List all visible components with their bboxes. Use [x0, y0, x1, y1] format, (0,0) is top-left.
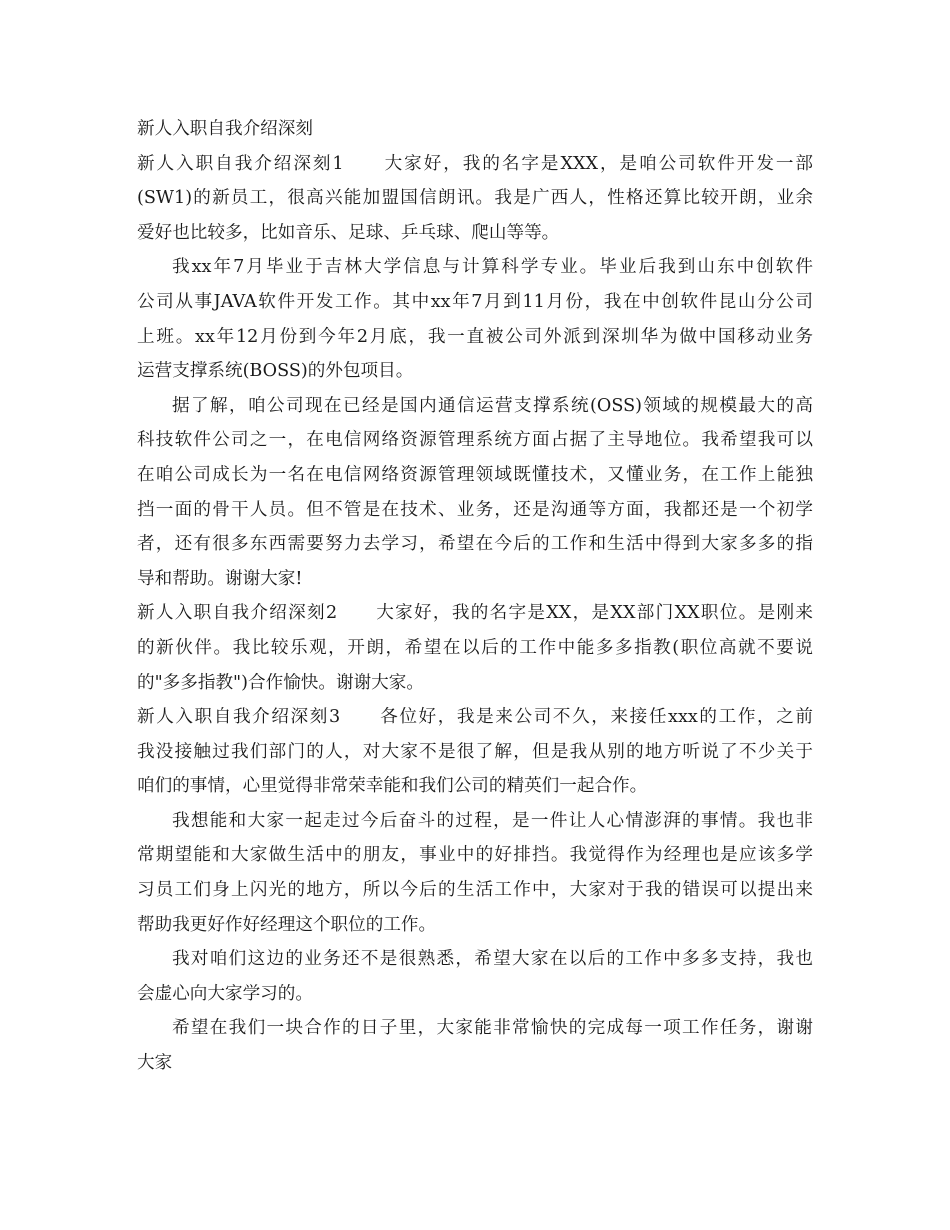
text-line: 据了解，咱公司现在已经是国内通信运营支撑系统(OSS)领域的规模最大的高	[172, 395, 813, 416]
text-line: 希望在我们一块合作的日子里，大家能非常愉快的完成每一项工作任务，谢谢	[172, 1018, 813, 1039]
text-line: 的"多多指教")合作愉快。谢谢大家。	[137, 672, 424, 693]
text-line: 新人入职自我介绍深刻2 大家好，我的名字是XX，是XX部门XX职位。是刚来	[137, 603, 813, 624]
text-line: 运营支撑系统(BOSS)的外包项目。	[137, 361, 414, 382]
text-line: 帮助我更好作好经理这个职位的工作。	[137, 914, 437, 935]
text-line: 习员工们身上闪光的地方，所以今后的生活工作中，大家对于我的错误可以提出来	[137, 880, 813, 901]
text-line: 我xx年7月毕业于吉林大学信息与计算科学专业。毕业后我到山东中创软件	[172, 257, 813, 278]
text-line: 公司从事JAVA软件开发工作。其中xx年7月到11月份，我在中创软件昆山分公司	[137, 291, 813, 312]
text-line: 在咱公司成长为一名在电信网络资源管理领域既懂技术，又懂业务，在工作上能独	[137, 464, 813, 485]
text-line: 会虚心向大家学习的。	[137, 983, 313, 1004]
text-line: 我对咱们这边的业务还不是很熟悉，希望大家在以后的工作中多多支持，我也	[172, 949, 813, 970]
text-line: 者，还有很多东西需要努力去学习，希望在今后的工作和生活中得到大家多多的指	[137, 534, 813, 555]
text-line: 我没接触过我们部门的人，对大家不是很了解，但是我从别的地方听说了不少关于	[137, 741, 813, 762]
text-line: 的新伙伴。我比较乐观，开朗，希望在以后的工作中能多多指教(职位高就不要说	[137, 637, 813, 658]
text-line: 新人入职自我介绍深刻1 大家好，我的名字是XXX，是咱公司软件开发一部	[137, 153, 813, 174]
text-line: 导和帮助。谢谢大家!	[137, 568, 303, 589]
text-line: 爱好也比较多，比如音乐、足球、乒乓球、爬山等等。	[137, 222, 560, 243]
text-line: 科技软件公司之一，在电信网络资源管理系统方面占据了主导地位。我希望我可以	[137, 430, 813, 451]
document-page	[137, 112, 813, 1081]
text-line: 上班。xx年12月份到今年2月底，我一直被公司外派到深圳华为做中国移动业务	[137, 326, 813, 347]
text-line: 新人入职自我介绍深刻3 各位好，我是来公司不久，来接任xxx的工作，之前	[137, 707, 813, 728]
document-title: 新人入职自我介绍深刻	[137, 119, 313, 139]
text-line: 常期望能和大家做生活中的朋友，事业中的好排挡。我觉得作为经理也是应该多学	[137, 845, 813, 866]
text-line: (SW1)的新员工，很高兴能加盟国信朗讯。我是广西人，性格还算比较开朗，业余	[137, 188, 813, 209]
text-line: 咱们的事情，心里觉得非常荣幸能和我们公司的精英们一起合作。	[137, 776, 648, 797]
text-line: 我想能和大家一起走过今后奋斗的过程，是一件让人心情澎湃的事情。我也非	[172, 810, 813, 831]
text-line: 挡一面的骨干人员。但不管是在技术、业务，还是沟通等方面，我都还是一个初学	[137, 499, 813, 520]
text-line: 大家	[137, 1053, 173, 1074]
